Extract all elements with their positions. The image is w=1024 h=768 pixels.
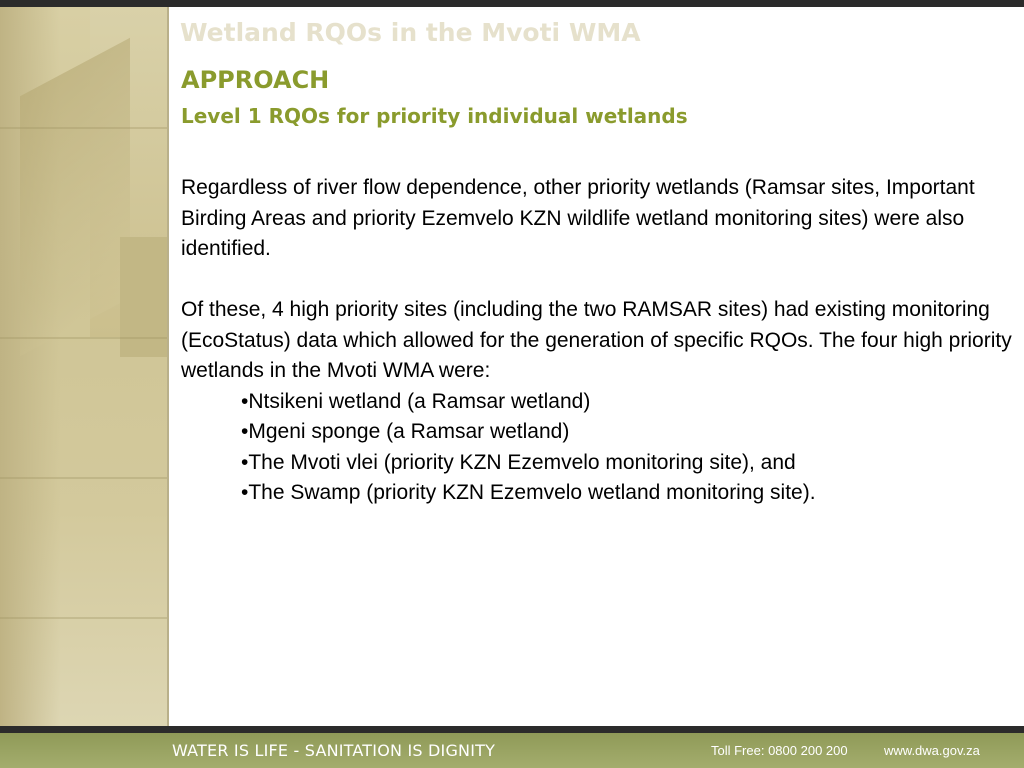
section-subtitle: Level 1 RQOs for priority individual wetlands bbox=[181, 104, 688, 128]
footer-slogan: WATER IS LIFE - SANITATION IS DIGNITY bbox=[172, 741, 496, 760]
body-paragraph-2: Of these, 4 high priority sites (including the two RAMSAR sites) had existing monitoring (EcoStatus) data which allowed for the generation of specific RQOs. The four high priority wetlands in the Mvoti WMA were: bbox=[181, 298, 1012, 382]
list-item: •The Mvoti vlei (priority KZN Ezemvelo monitoring site), and bbox=[241, 450, 796, 474]
footer-website: www.dwa.gov.za bbox=[884, 743, 980, 758]
list-item: •Mgeni sponge (a Ramsar wetland) bbox=[241, 420, 570, 443]
section-title: APPROACH bbox=[181, 66, 330, 94]
footer-toll-free: Toll Free: 0800 200 200 bbox=[711, 743, 848, 758]
slide-title: Wetland RQOs in the Mvoti WMA bbox=[180, 18, 641, 47]
panel-divider bbox=[167, 7, 169, 726]
wetland-list bbox=[181, 387, 1016, 509]
top-bar bbox=[0, 0, 1024, 7]
footer-bar bbox=[0, 733, 1024, 768]
slide-body bbox=[181, 173, 1016, 509]
list-item: •The Swamp (priority KZN Ezemvelo wetland monitoring site). bbox=[241, 481, 816, 504]
list-item: •Ntsikeni wetland (a Ramsar wetland) bbox=[241, 389, 591, 413]
body-paragraph-1: Regardless of river flow dependence, other priority wetlands (Ramsar sites, Important Birding Areas and priority Ezemvelo KZN wildlife wetland monitoring sites) were also identified. bbox=[181, 176, 975, 260]
side-photo-panel bbox=[0, 7, 167, 726]
footer-dark-band bbox=[0, 726, 1024, 733]
